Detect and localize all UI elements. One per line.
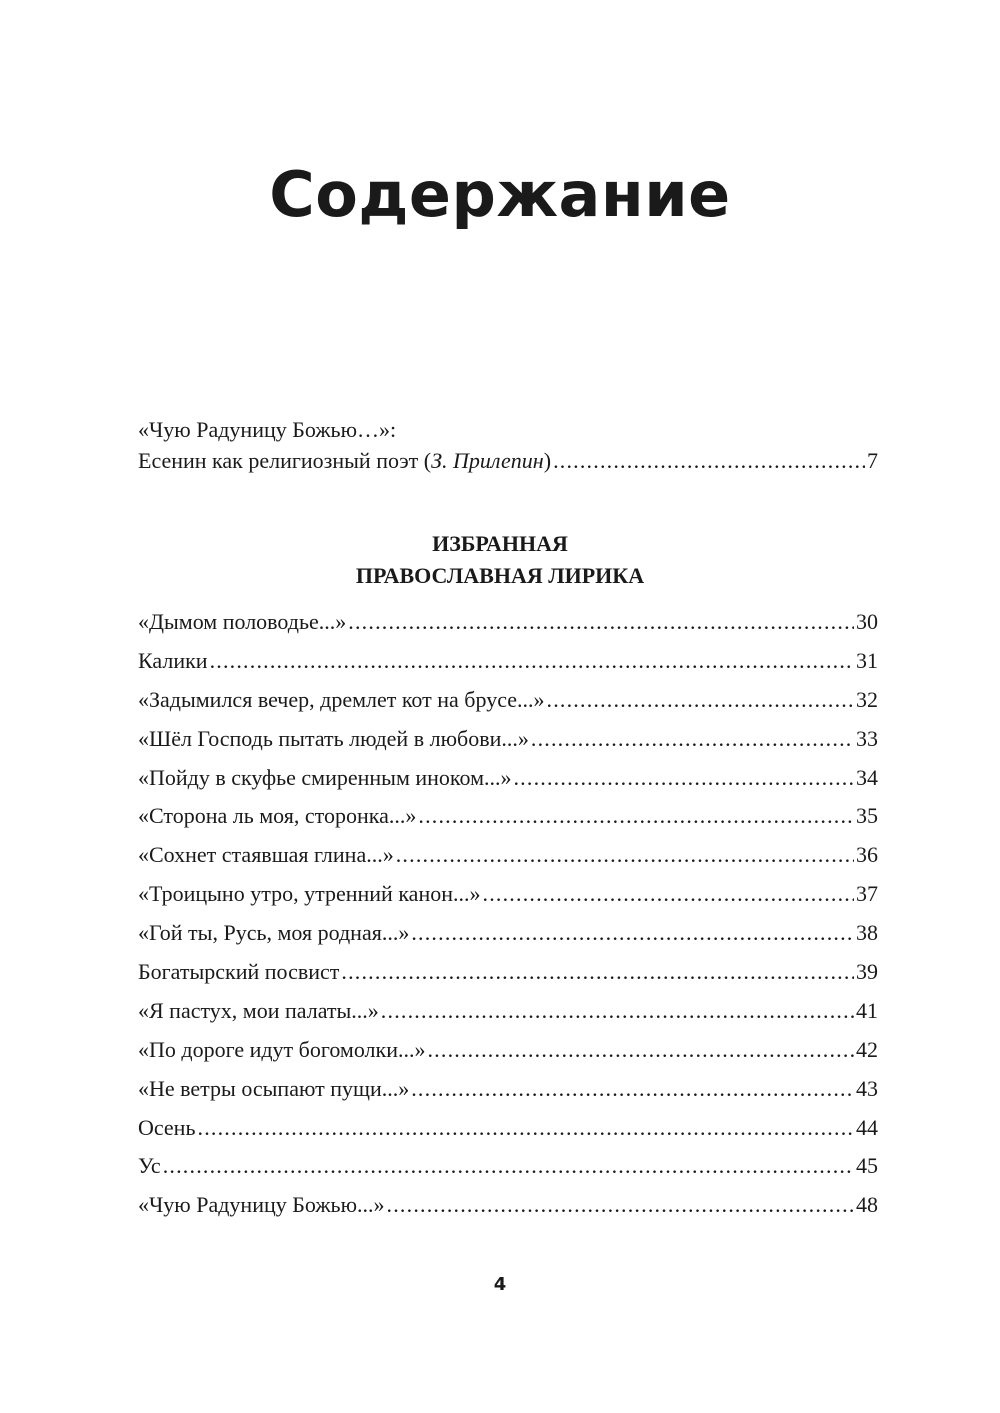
toc-entry-page: 41 — [856, 997, 878, 1023]
toc-entry-page: 42 — [856, 1036, 878, 1062]
toc-entry-label: «Чую Радуницу Божью...» — [138, 1192, 385, 1218]
page-title: Содержание — [269, 158, 731, 231]
toc-entry — [138, 720, 878, 759]
toc-entry — [138, 1070, 878, 1109]
intro-entry-line1: «Чую Радуницу Божью…»: — [138, 417, 397, 442]
leader-dots — [387, 1186, 854, 1225]
toc-entry-page: 33 — [856, 725, 878, 751]
leader-dots — [553, 445, 865, 476]
toc-entry-label: «Дымом половодье...» — [138, 609, 347, 634]
toc-entry-label: «Пойду в скуфье смиренным иноком...» — [138, 764, 512, 790]
toc-entry — [138, 681, 878, 720]
toc-entry — [138, 914, 878, 953]
toc-entry-page: 48 — [856, 1192, 878, 1218]
toc-entry-label: «По дороге идут богомолки...» — [138, 1036, 426, 1062]
toc-entry-page: 36 — [856, 842, 878, 868]
section-heading-line1: ИЗБРАННАЯ — [432, 531, 568, 556]
toc-list — [138, 603, 878, 1225]
leader-dots — [411, 1070, 854, 1109]
toc-entry — [138, 603, 878, 642]
leader-dots — [418, 797, 854, 836]
leader-dots — [396, 836, 854, 875]
toc-entry-label: Осень — [138, 1114, 196, 1140]
toc-entry-page: 45 — [856, 1153, 878, 1179]
leader-dots — [547, 681, 855, 720]
section-heading — [0, 528, 1000, 592]
toc-entry-label: «Сохнет стаявшая глина...» — [138, 842, 394, 868]
toc-entry-label: «Не ветры осыпают пущи...» — [138, 1075, 410, 1101]
toc-entry-label: «Задымился вечер, дремлет кот на брусе...» — [138, 686, 545, 712]
intro-entry-close: ) — [543, 448, 552, 473]
toc-entry-label: Богатырский посвист — [138, 959, 340, 985]
toc-entry-label: «Шёл Господь пытать людей в любови...» — [138, 725, 529, 751]
toc-entry — [138, 1031, 878, 1070]
toc-entry-page: 39 — [856, 959, 878, 985]
intro-entry-label — [138, 445, 551, 476]
toc-entry-label: «Сторона ль моя, сторонка...» — [138, 803, 417, 829]
toc-entry-page: 32 — [856, 686, 878, 712]
toc-entry-label: Ус — [138, 1153, 161, 1179]
section-heading-line2: ПРАВОСЛАВНАЯ ЛИРИКА — [355, 563, 645, 588]
leader-dots — [198, 1109, 855, 1148]
toc-entry-page: 35 — [856, 803, 878, 829]
leader-dots — [348, 603, 854, 642]
toc-entry — [138, 1186, 878, 1225]
leader-dots — [483, 875, 855, 914]
leader-dots — [411, 914, 854, 953]
toc-entry — [138, 1147, 878, 1186]
toc-entry — [138, 992, 878, 1031]
leader-dots — [513, 759, 854, 798]
leader-dots — [531, 720, 854, 759]
intro-entry-page: 7 — [867, 448, 878, 473]
toc-entry — [138, 1109, 878, 1148]
toc-entry — [138, 797, 878, 836]
toc-entry-page: 30 — [856, 609, 878, 634]
toc-entry-page: 43 — [856, 1075, 878, 1101]
leader-dots — [427, 1031, 854, 1070]
intro-entry-author: З. Прилепин — [431, 448, 544, 473]
page-number: 4 — [493, 1274, 507, 1295]
toc-entry — [138, 875, 878, 914]
toc-entry-page: 34 — [856, 764, 878, 790]
toc-entry-label: «Троицыно утро, утренний канон...» — [138, 881, 481, 907]
toc-entry-page: 44 — [856, 1114, 878, 1140]
toc-entry — [138, 759, 878, 798]
toc-entry — [138, 642, 878, 681]
intro-entry — [138, 414, 878, 476]
toc-entry-label: «Гой ты, Русь, моя родная...» — [138, 920, 410, 946]
intro-entry-line2 — [138, 445, 878, 476]
toc-entry-page: 37 — [856, 881, 878, 907]
toc-entry — [138, 953, 878, 992]
toc-entry-page: 38 — [856, 920, 878, 946]
leader-dots — [163, 1147, 854, 1186]
toc-entry-page: 31 — [856, 647, 878, 673]
leader-dots — [381, 992, 854, 1031]
toc-entry-label: «Я пастух, мои палаты...» — [138, 997, 379, 1023]
intro-entry-text: Есенин как религиозный поэт ( — [138, 448, 432, 473]
leader-dots — [341, 953, 854, 992]
toc-entry-label: Калики — [138, 647, 208, 673]
toc-entry — [138, 836, 878, 875]
leader-dots — [210, 642, 854, 681]
